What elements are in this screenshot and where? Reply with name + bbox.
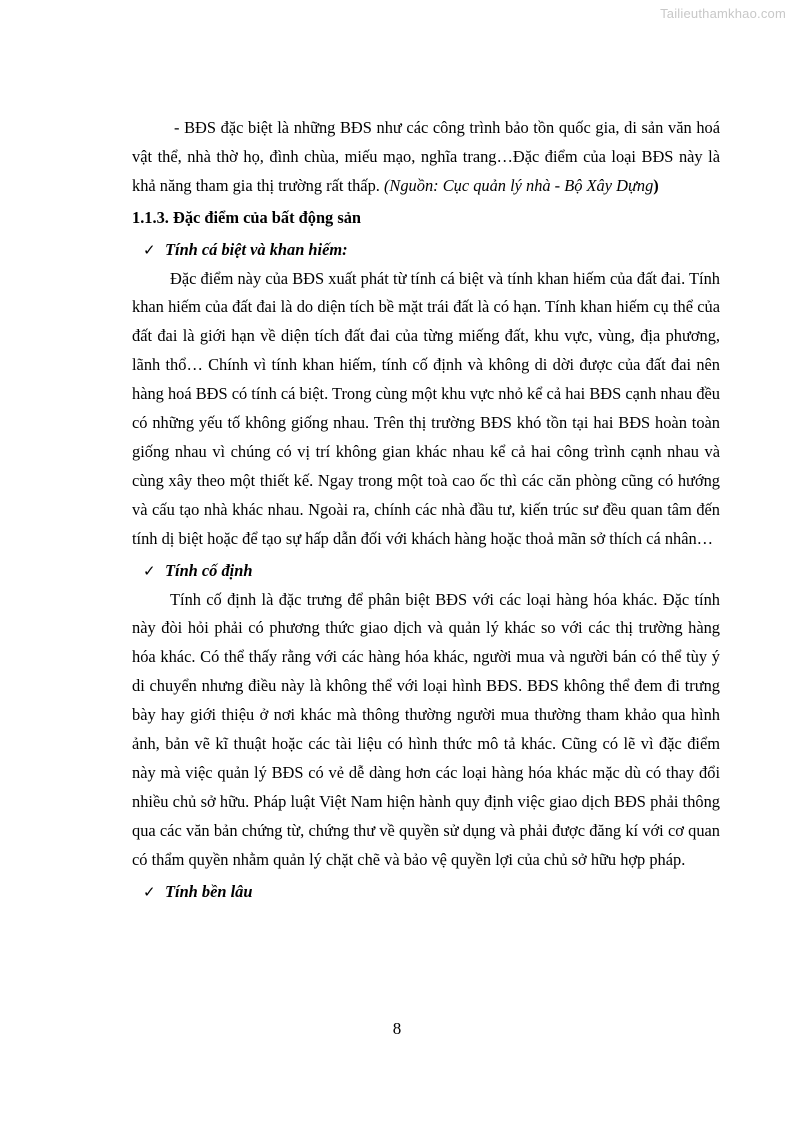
checkmark-icon: ✓ bbox=[143, 882, 156, 901]
intro-paragraph bbox=[132, 114, 720, 201]
paragraph-uniqueness: Đặc điểm này của BĐS xuất phát từ tính cá biệt và tính khan hiếm của đất đai. Tính khan hiếm của đất đai là do diện tích bề mặt trái đất là có hạn. Tính khan hiếm cụ thể của đất đai là giới hạn về diện tích đất đai của từng miếng đất, khu vực, vùng, địa phương, lãnh thổ… Chính vì tính khan hiếm, tính cố định và không di dời được của đất đai nên hàng hoá BĐS có tính cá biệt. Trong cùng một khu vực nhỏ kể cả hai BĐS cạnh nhau đều có những yếu tố không giống nhau. Trên thị trường BĐS khó tồn tại hai BĐS hoàn toàn giống nhau vì chúng có vị trí không gian khác nhau kể cả hai công trình cạnh nhau và cùng xây theo một thiết kế. Ngay trong một toà cao ốc thì các căn phòng cũng có hướng và cấu tạo nhà khác nhau. Ngoài ra, chính các nhà đầu tư, kiến trúc sư đều quan tâm đến tính dị biệt hoặc để tạo sự hấp dẫn đối với khách hàng hoặc thoả mãn sở thích cá nhân… bbox=[132, 268, 720, 548]
intro-text: - BĐS đặc biệt là những BĐS như các công trình bảo tồn quốc gia, di sản văn hoá vật thể, nhà thờ họ, đình chùa, miếu mạo, nghĩa trang…Đặc điểm của loại BĐS này là khả năng tham gia thị trường rất thấp. bbox=[132, 118, 720, 195]
bullet-label: Tính cá biệt và khan hiếm: bbox=[165, 239, 348, 259]
bullet-heading-fixedness bbox=[143, 557, 720, 586]
section-heading: 1.1.3. Đặc điểm của bất động sản bbox=[132, 207, 362, 227]
bullet-label: Tính cố định bbox=[165, 560, 253, 580]
paragraph-fixedness: Tính cố định là đặc trưng để phân biệt BĐS với các loại hàng hóa khác. Đặc tính này đòi hỏi phải có phương thức giao dịch và quản lý khác so với các thị trường hàng hóa khác. Có thể thấy rằng với các hàng hóa khác, người mua và người bán có thể tùy ý di chuyển nhưng điều này là không thể với loại hình BĐS. BĐS không thể đem đi trưng bày hay giới thiệu ở nơi khác mà thông thường người mua thường tham khảo qua hình ảnh, bản vẽ kĩ thuật hoặc các tài liệu có hình thức mô tả khác. Cũng có lẽ vì đặc điểm này mà việc quản lý BĐS có vẻ dễ dàng hơn các loại hàng hóa khác mặc dù có thay đổi nhiều chủ sở hữu. Pháp luật Việt Nam hiện hành quy định việc giao dịch BĐS phải thông qua các văn bản chứng từ, chứng thư về quyền sử dụng và phải được đăng kí với cơ quan có thẩm quyền nhằm quản lý chặt chẽ và bảo vệ quyền lợi của chủ sở hữu hợp pháp. bbox=[132, 589, 720, 869]
source-citation: (Nguồn: Cục quản lý nhà - Bộ Xây Dựng bbox=[383, 175, 654, 195]
bullet-label: Tính bền lâu bbox=[165, 881, 253, 901]
source-citation-close: ) bbox=[653, 175, 659, 195]
document-body bbox=[132, 114, 720, 906]
checkmark-icon: ✓ bbox=[143, 561, 156, 580]
bullet-heading-uniqueness bbox=[143, 236, 720, 265]
bullet-heading-durability bbox=[143, 878, 720, 907]
watermark: Tailieuthamkhao.com bbox=[660, 6, 786, 21]
page-number: 8 bbox=[392, 1019, 402, 1038]
checkmark-icon: ✓ bbox=[143, 240, 156, 259]
